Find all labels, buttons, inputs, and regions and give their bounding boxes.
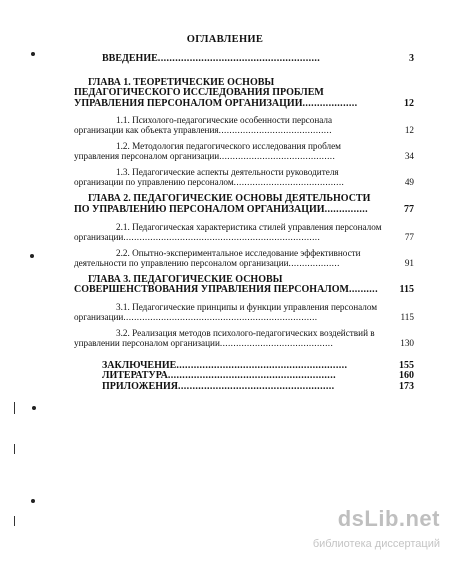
- entry-label: ЛИТЕРАТУРА: [102, 370, 168, 382]
- leader-dots: ......................................................: [177, 380, 335, 392]
- entry-line: деятельности по управлению персоналом организации: [74, 257, 289, 268]
- leader-dots: ...........................................: [219, 151, 336, 162]
- entry-line: ГЛАВА 2. ПЕДАГОГИЧЕСКИЕ ОСНОВЫ ДЕЯТЕЛЬНОСТИ: [88, 193, 371, 205]
- leader-dots: ..........................................................: [167, 370, 337, 382]
- scan-edge-mark: [14, 402, 15, 414]
- entry-line: 2.1. Педагогическая характеристика стилей управления персоналом: [116, 221, 382, 232]
- toc-entry-section-1-3[interactable]: [74, 167, 414, 187]
- page-number: 77: [404, 231, 414, 242]
- entry-line: 1.3. Педагогические аспекты деятельности руководителя: [116, 167, 339, 178]
- page-number: 12: [404, 97, 414, 109]
- leader-dots: ........................................................................: [123, 311, 318, 322]
- scan-edge-mark: [14, 516, 15, 526]
- entry-line: 3.1. Педагогические принципы и функции управления персоналом: [116, 301, 378, 312]
- leader-dots: .........................................................................: [123, 231, 321, 242]
- leader-dots: ...................: [288, 257, 340, 268]
- toc-entry-section-3-1[interactable]: [74, 302, 414, 322]
- leader-dots: ...............: [324, 203, 369, 215]
- toc-entry-section-2-1[interactable]: [74, 222, 414, 242]
- entry-line: 1.1. Психолого-педагогические особенности персонала: [116, 115, 333, 126]
- binder-hole-mark: [31, 499, 35, 503]
- entry-line: ПЕДАГОГИЧЕСКОГО ИССЛЕДОВАНИЯ ПРОБЛЕМ: [74, 87, 324, 99]
- leader-dots: ...........................................................: [176, 359, 348, 371]
- toc-entry-introduction[interactable]: [74, 54, 414, 65]
- binder-hole-mark: [31, 52, 35, 56]
- page-number: 12: [404, 125, 414, 136]
- page-number: 160: [399, 370, 414, 382]
- page-number: 34: [404, 151, 414, 162]
- table-of-contents: [74, 50, 414, 393]
- toc-entry-chapter-1[interactable]: [74, 78, 414, 110]
- entry-line: организации: [74, 231, 124, 242]
- entry-line: 2.2. Опытно-экспериментальное исследование эффективности: [116, 247, 361, 258]
- leader-dots: ...................: [302, 97, 358, 109]
- toc-entry-chapter-2[interactable]: [74, 194, 414, 215]
- watermark: [312, 500, 440, 570]
- entry-line: организации по управлению персоналом: [74, 177, 234, 188]
- toc-entry-section-3-2[interactable]: [74, 328, 414, 348]
- watermark-caption: библиотека диссертаций: [312, 538, 440, 550]
- entry-line: СОВЕРШЕНСТВОВАНИЯ УПРАВЛЕНИЯ ПЕРСОНАЛОМ: [74, 284, 349, 296]
- entry-line: 3.2. Реализация методов психолого-педагогических воздействий в: [116, 327, 375, 338]
- watermark-logo: dsLib.net: [337, 506, 440, 531]
- page-title: ОГЛАВЛЕНИЕ: [186, 34, 264, 45]
- entry-line: управления персоналом организации: [74, 151, 220, 162]
- toc-entry-section-1-2[interactable]: [74, 141, 414, 161]
- page-number: 115: [399, 284, 414, 296]
- entry-line: управлении персоналом организации: [74, 337, 220, 348]
- entry-line: ГЛАВА 3. ПЕДАГОГИЧЕСКИЕ ОСНОВЫ: [88, 273, 283, 285]
- binder-hole-mark: [32, 406, 36, 410]
- leader-dots: .........................................: [233, 177, 345, 188]
- entry-line: ПО УПРАВЛЕНИЮ ПЕРСОНАЛОМ ОРГАНИЗАЦИИ: [74, 203, 325, 215]
- entry-line: ГЛАВА 1. ТЕОРЕТИЧЕСКИЕ ОСНОВЫ: [88, 76, 275, 88]
- page-number: 77: [404, 203, 414, 215]
- entry-label: ПРИЛОЖЕНИЯ: [102, 380, 178, 392]
- entry-line: 1.2. Методология педагогического исследования проблем: [116, 141, 341, 152]
- page-number: 155: [399, 359, 414, 371]
- leader-dots: ........................................................: [157, 53, 321, 64]
- toc-entry-chapter-3[interactable]: [74, 275, 414, 296]
- page-number: 173: [399, 380, 414, 392]
- scan-edge-mark: [14, 444, 15, 454]
- binder-hole-mark: [30, 254, 34, 258]
- page-number: 115: [400, 311, 414, 322]
- entry-line: организации как объекта управления: [74, 125, 219, 136]
- toc-entry-section-2-2[interactable]: [74, 248, 414, 268]
- page-number: 130: [400, 337, 414, 348]
- entry-line: УПРАВЛЕНИЯ ПЕРСОНАЛОМ ОРГАНИЗАЦИИ: [74, 97, 303, 109]
- page-number: 3: [409, 53, 414, 64]
- leader-dots: ..........: [348, 284, 378, 296]
- page-number: 49: [404, 177, 414, 188]
- entry-label: ВВЕДЕНИЕ: [102, 53, 158, 64]
- entry-line: организации: [74, 311, 124, 322]
- page-number: 91: [404, 257, 414, 268]
- leader-dots: ..........................................: [219, 337, 334, 348]
- toc-entry-section-1-1[interactable]: [74, 115, 414, 135]
- entry-label: ЗАКЛЮЧЕНИЕ: [102, 359, 177, 371]
- toc-entry-appendices[interactable]: [74, 382, 414, 393]
- leader-dots: ..........................................: [218, 125, 332, 136]
